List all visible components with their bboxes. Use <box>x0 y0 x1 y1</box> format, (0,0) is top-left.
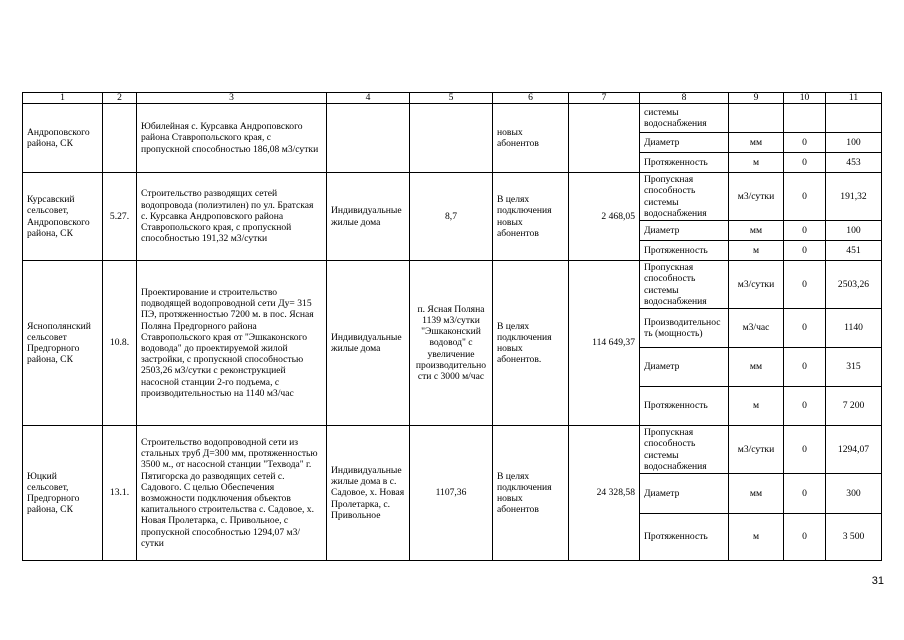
value-after-cell: 7 200 <box>826 387 882 426</box>
value-before-cell: 0 <box>784 133 826 153</box>
load-cell: 1107,36 <box>410 426 493 561</box>
value-after-cell: 3 500 <box>826 514 882 561</box>
value-after-cell: 300 <box>826 474 882 514</box>
description-cell: Юбилейная с. Курсавка Андроповского района Ставропольского края, с пропускной способностью 186,08 м3/сутки <box>137 104 327 173</box>
item-number-cell: 5.27. <box>103 173 137 261</box>
table-row <box>23 261 882 309</box>
column-header: 11 <box>826 93 882 104</box>
value-before-cell: 0 <box>784 241 826 261</box>
unit-cell: м <box>729 241 784 261</box>
item-number-cell: 13.1. <box>103 426 137 561</box>
municipality-cell: Курсавский сельсовет, Андроповского района, СК <box>23 173 103 261</box>
parameter-name-cell: Протяженность <box>640 153 729 173</box>
unit-cell: м3/час <box>729 309 784 348</box>
value-before-cell: 0 <box>784 173 826 221</box>
column-header: 1 <box>23 93 103 104</box>
table-row <box>23 426 882 474</box>
load-cell <box>410 104 493 173</box>
table-row <box>23 104 882 133</box>
page-number: 31 <box>871 575 884 587</box>
consumers-cell: Индивидуальные жилые дома <box>327 261 410 426</box>
value-before-cell: 0 <box>784 261 826 309</box>
unit-cell: мм <box>729 474 784 514</box>
column-header: 10 <box>784 93 826 104</box>
unit-cell: мм <box>729 133 784 153</box>
column-header: 6 <box>493 93 569 104</box>
parameter-name-cell: Производительность (мощность) <box>640 309 729 348</box>
parameter-name-cell: Диаметр <box>640 133 729 153</box>
description-cell: Строительство водопроводной сети из стальных труб Д=300 мм, протяженностью 3500 м., от насосной станции "Техвода" г. Пятигорска до разводящих сетей с. Садового. С целью Обеспечения возможности подключения объектов капитального строительства с. Садовое, х. Новая Пролетарка, с. Привольное, с пропускной способностью 1294,07 м3/сутки <box>137 426 327 561</box>
description-cell: Строительство разводящих сетей водопровода (полиэтилен) по ул. Братская с. Курсавка Андроповского района Ставропольского края, с пропускной способностью 191,32 м3/сутки <box>137 173 327 261</box>
unit-cell: м <box>729 153 784 173</box>
column-header: 8 <box>640 93 729 104</box>
value-after-cell: 453 <box>826 153 882 173</box>
purpose-cell: новых абонентов <box>493 104 569 173</box>
data-table <box>22 92 882 561</box>
parameter-name-cell: Протяженность <box>640 514 729 561</box>
parameter-name-cell: Пропускная способность системы водоснабжения <box>640 426 729 474</box>
unit-cell: м3/сутки <box>729 261 784 309</box>
item-number-cell <box>103 104 137 173</box>
column-header: 5 <box>410 93 493 104</box>
unit-cell <box>729 104 784 133</box>
unit-cell: м <box>729 387 784 426</box>
value-after-cell: 1140 <box>826 309 882 348</box>
value-after-cell: 1294,07 <box>826 426 882 474</box>
consumers-cell: Индивидуальные жилые дома в с. Садовое, х. Новая Пролетарка, с. Привольное <box>327 426 410 561</box>
value-after-cell: 2503,26 <box>826 261 882 309</box>
column-header: 7 <box>569 93 640 104</box>
purpose-cell: В целях подключения новых абонентов <box>493 173 569 261</box>
table-row <box>23 173 882 221</box>
value-after-cell: 315 <box>826 348 882 387</box>
unit-cell: мм <box>729 221 784 241</box>
load-cell: 8,7 <box>410 173 493 261</box>
column-header: 3 <box>137 93 327 104</box>
load-cell: п. Ясная Поляна 1139 м3/сутки "Эшкаконский водовод" с увеличение производительности с 3000 м/час <box>410 261 493 426</box>
value-before-cell: 0 <box>784 426 826 474</box>
parameter-name-cell: системы водоснабжения <box>640 104 729 133</box>
municipality-cell: Юцкий сельсовет, Предгорного района, СК <box>23 426 103 561</box>
cost-cell: 24 328,58 <box>569 426 640 561</box>
value-after-cell <box>826 104 882 133</box>
value-before-cell: 0 <box>784 474 826 514</box>
value-before-cell: 0 <box>784 309 826 348</box>
value-after-cell: 100 <box>826 133 882 153</box>
unit-cell: м3/сутки <box>729 426 784 474</box>
unit-cell: м <box>729 514 784 561</box>
parameter-name-cell: Пропускная способность системы водоснабжения <box>640 261 729 309</box>
value-before-cell: 0 <box>784 221 826 241</box>
parameter-name-cell: Диаметр <box>640 348 729 387</box>
purpose-cell: В целях подключения новых абонентов <box>493 426 569 561</box>
value-before-cell: 0 <box>784 348 826 387</box>
purpose-cell: В целях подключения новых абонентов. <box>493 261 569 426</box>
value-before-cell: 0 <box>784 153 826 173</box>
cost-cell: 2 468,05 <box>569 173 640 261</box>
value-after-cell: 100 <box>826 221 882 241</box>
column-header: 2 <box>103 93 137 104</box>
consumers-cell <box>327 104 410 173</box>
column-header: 4 <box>327 93 410 104</box>
column-number-row <box>23 93 882 104</box>
parameter-name-cell: Протяженность <box>640 241 729 261</box>
value-before-cell: 0 <box>784 514 826 561</box>
parameter-name-cell: Протяженность <box>640 387 729 426</box>
unit-cell: м3/сутки <box>729 173 784 221</box>
parameter-name-cell: Диаметр <box>640 221 729 241</box>
value-after-cell: 451 <box>826 241 882 261</box>
value-after-cell: 191,32 <box>826 173 882 221</box>
column-header: 9 <box>729 93 784 104</box>
parameter-name-cell: Пропускная способность системы водоснабжения <box>640 173 729 221</box>
cost-cell <box>569 104 640 173</box>
parameter-name-cell: Диаметр <box>640 474 729 514</box>
cost-cell: 114 649,37 <box>569 261 640 426</box>
item-number-cell: 10.8. <box>103 261 137 426</box>
value-before-cell: 0 <box>784 387 826 426</box>
consumers-cell: Индивидуальные жилые дома <box>327 173 410 261</box>
value-before-cell <box>784 104 826 133</box>
description-cell: Проектирование и строительство подводящей водопроводной сети Ду= 315 ПЭ, протяженностью 7200 м. в пос. Ясная Поляна Предгорного района Ставропольского края от "Эшкаконского водовода" до проектируемой жилой застройки, с пропускной способностью 2503,26 м3/сутки с реконструкцией насосной станции 2-го подъема, с производительностью на 1140 м3/час <box>137 261 327 426</box>
municipality-cell: Андроповского района, СК <box>23 104 103 173</box>
municipality-cell: Яснополянский сельсовет Предгорного района, СК <box>23 261 103 426</box>
unit-cell: мм <box>729 348 784 387</box>
